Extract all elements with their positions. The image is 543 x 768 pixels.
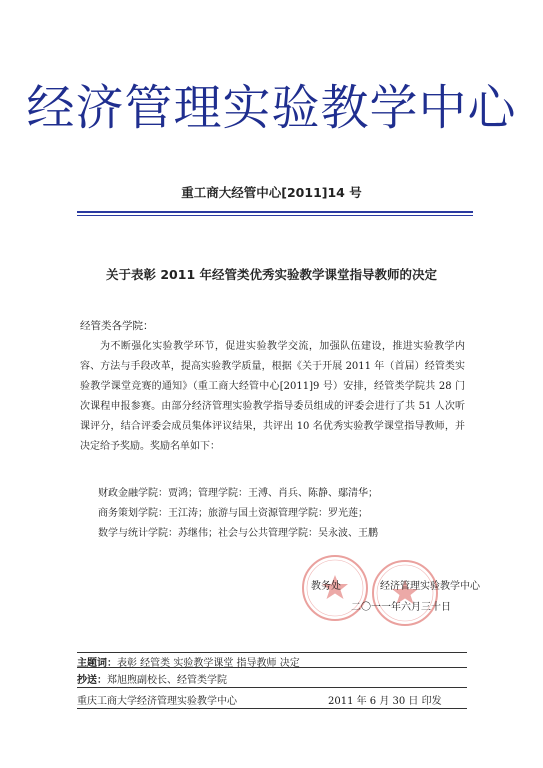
footer-divider xyxy=(77,687,467,688)
letterhead-divider xyxy=(77,211,473,216)
footer-divider xyxy=(77,667,467,668)
issuer-row xyxy=(77,692,467,707)
seal-stamp-icon xyxy=(370,558,440,628)
awardee-line: 数学与统计学院：苏继伟；社会与公共管理学院：吴永波、王鹏 xyxy=(98,528,378,539)
footer-divider xyxy=(77,652,467,653)
body-text xyxy=(80,337,465,457)
issue-date: 2011 年 6 月 30 日 印发 xyxy=(328,696,442,707)
awardee-line: 商务策划学院：王江涛；旅游与国土资源管理学院：罗光莲； xyxy=(98,508,368,519)
issuer: 重庆工商大学经济管理实验教学中心 xyxy=(77,696,237,707)
signature-office: 教务处 xyxy=(311,581,341,592)
body-paragraph: 为不断强化实验教学环节，促进实验教学交流，加强队伍建设，推进实验教学内容、方法与手段改革，提高实验教学质量，根据《关于开展 2011 年（首届）经管类实验教学课堂竞赛的通知》（重工商大经管中心[2011]9 号）安排，经管类学院共 28 门次课程申报参赛。由部分经济管理实验教学指导委员组成的评委会进行了共 51 人次听课评分，结合评委会成员集体评议结果，共评出 10 名优秀实验教学课堂指导教师，并决定给予奖励。奖励名单如下： xyxy=(80,341,465,452)
letterhead-title: 经济管理实验教学中心 xyxy=(26,80,517,136)
cc-text: 郑旭煦副校长、经管类学院 xyxy=(107,675,227,686)
document-number: 重工商大经管中心[2011]14 号 xyxy=(181,185,362,200)
awardee-list xyxy=(98,484,478,544)
cc-row xyxy=(77,671,467,686)
subject-words: 表彰 经管类 实验教学课堂 指导教师 决定 xyxy=(117,658,300,669)
footer-divider xyxy=(77,708,467,709)
salutation: 经管类各学院： xyxy=(80,320,154,332)
awardee-line: 财政金融学院：贾鸿；管理学院：王溥、肖兵、陈静、鄢清华； xyxy=(98,488,378,499)
signature-date: 二〇一一年六月三十日 xyxy=(351,602,451,613)
signature-center: 经济管理实验教学中心 xyxy=(380,581,480,592)
cc-label: 抄送： xyxy=(77,675,107,686)
subject-label: 主题词： xyxy=(77,658,117,669)
document-heading: 关于表彰 2011 年经管类优秀实验教学课堂指导教师的决定 xyxy=(106,267,437,282)
